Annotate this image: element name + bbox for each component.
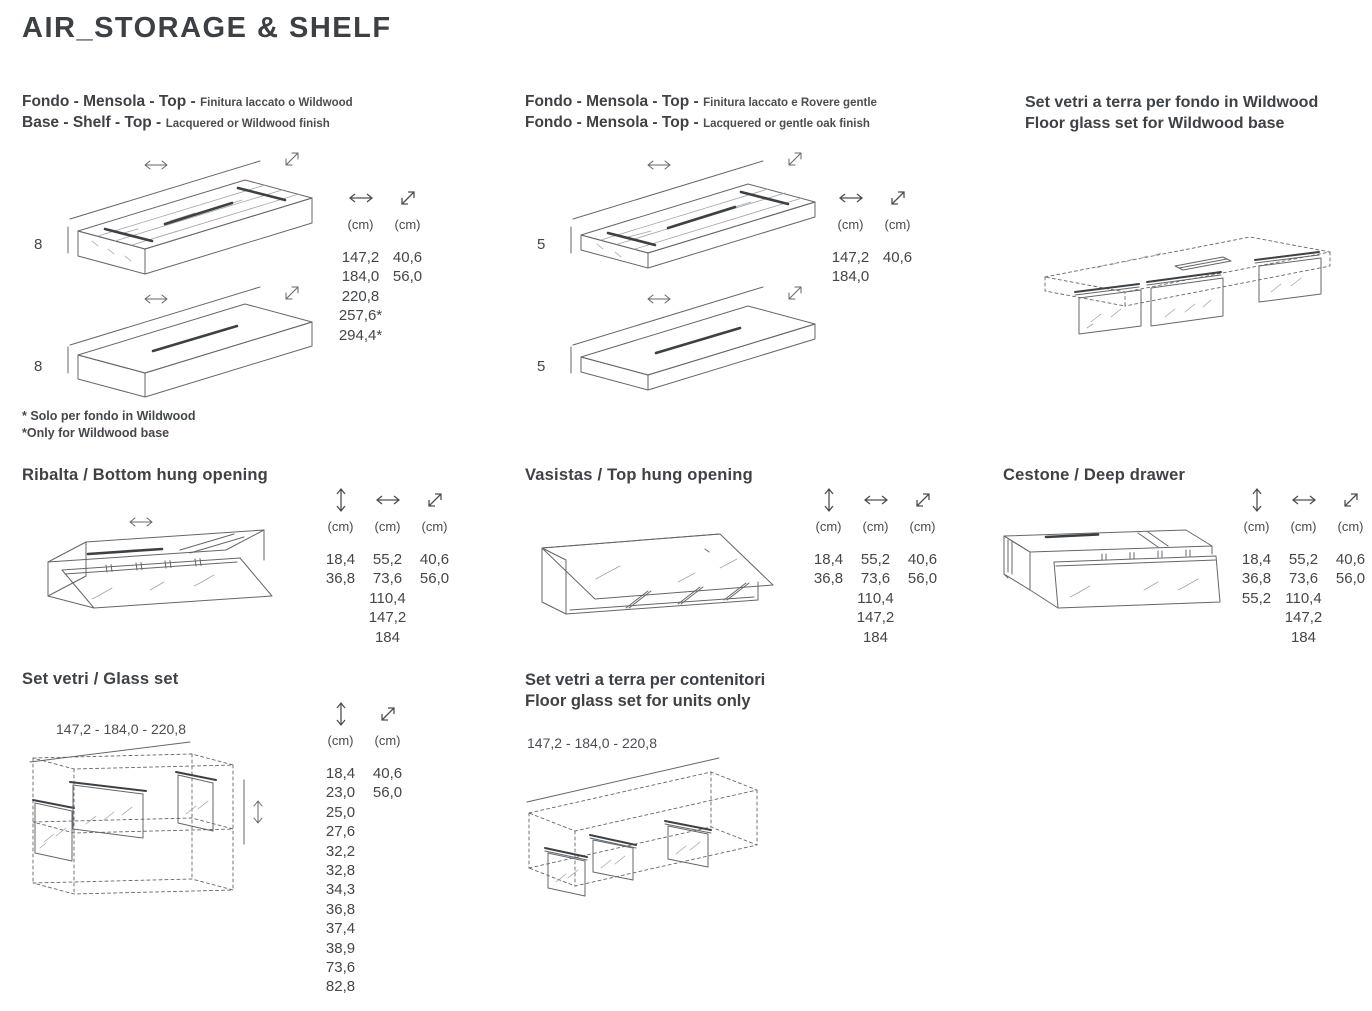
dim-col-width	[365, 486, 410, 647]
thickness-label: 8	[34, 358, 43, 375]
header-line: Set vetri a terra per fondo in Wildwood	[1025, 94, 1319, 111]
diagonal-arrow-icon	[913, 486, 933, 514]
width-values	[369, 550, 407, 647]
dim-table-wildwood	[338, 184, 430, 345]
header-line: Set vetri a terra per contenitori	[525, 671, 766, 689]
dim-col-depth	[385, 184, 430, 345]
unit-label: (cm)	[327, 519, 354, 534]
dim-value: 32,8	[325, 862, 356, 880]
dim-col-depth	[875, 184, 920, 287]
glass-set-title: Set vetri / Glass set	[22, 670, 179, 688]
diagonal-arrow-icon	[888, 184, 908, 212]
page-title: AIR_STORAGE & SHELF	[22, 12, 392, 44]
width-values	[1285, 550, 1323, 647]
dim-value: 110,4	[1285, 589, 1322, 607]
dim-col-height	[1234, 486, 1279, 647]
footnote	[22, 408, 195, 442]
dim-table-glass-set	[318, 700, 410, 997]
depth-values	[1336, 550, 1365, 589]
dim-col-depth	[412, 486, 457, 647]
height-arrow-icon	[823, 486, 835, 514]
drawing-glass-set	[20, 696, 320, 936]
dim-value: 40,6	[882, 249, 913, 266]
dim-value: 40,6	[372, 765, 403, 782]
dim-value: 147,2	[856, 609, 895, 627]
height-values	[814, 550, 843, 589]
dim-table-ribalta	[318, 486, 457, 647]
drawing-shelf-plain-5	[523, 281, 838, 406]
dim-value: 32,2	[325, 842, 356, 860]
diagonal-arrow-icon	[425, 486, 445, 514]
depth-values	[373, 764, 402, 803]
unit-label: (cm)	[1243, 519, 1270, 534]
depth-values	[420, 550, 449, 589]
unit-label: (cm)	[884, 217, 911, 232]
height-arrow-icon	[335, 700, 347, 728]
dim-value: 55,2	[1288, 551, 1319, 568]
dim-value: 220,8	[341, 287, 380, 305]
depth-values	[908, 550, 937, 589]
dim-value: 184,0	[341, 268, 380, 286]
floor-glass-units-title	[525, 670, 765, 712]
height-values	[326, 764, 355, 997]
unit-label: (cm)	[374, 519, 401, 534]
dim-value: 110,4	[857, 589, 894, 607]
dim-value: 73,6	[1288, 570, 1319, 588]
unit-label: (cm)	[909, 519, 936, 534]
dim-value: 18,4	[325, 551, 356, 568]
unit-label: (cm)	[815, 519, 842, 534]
dim-value: 36,8	[325, 570, 356, 588]
height-arrow-icon	[1251, 486, 1263, 514]
width-arrow-icon	[648, 295, 670, 303]
drawing-shelf-rovere	[523, 143, 838, 293]
dim-table-cestone	[1234, 486, 1372, 647]
width-arrow-icon	[375, 486, 401, 514]
dim-col-width	[853, 486, 898, 647]
header-note: Lacquered or gentle oak finish	[703, 118, 870, 130]
width-values	[832, 248, 870, 287]
thickness-label: 5	[537, 236, 546, 253]
dim-col-height	[806, 486, 851, 647]
width-values	[857, 550, 895, 647]
dim-value: 55,2	[1241, 589, 1272, 607]
cestone-title: Cestone / Deep drawer	[1003, 466, 1186, 484]
dim-value: 73,6	[372, 570, 403, 588]
dim-col-depth	[900, 486, 945, 647]
header-note: Finitura laccato e Rovere gentle	[703, 97, 877, 109]
thickness-label: 5	[537, 358, 546, 375]
dim-value: 257,6*	[338, 307, 383, 325]
dim-value: 82,8	[325, 978, 356, 996]
unit-label: (cm)	[862, 519, 889, 534]
dim-col-height	[318, 700, 363, 997]
width-arrow-icon	[145, 295, 167, 303]
thickness-label: 8	[34, 236, 43, 253]
dim-value: 27,6	[325, 823, 356, 841]
unit-label: (cm)	[327, 733, 354, 748]
dim-col-height	[318, 486, 363, 647]
dim-value: 56,0	[372, 784, 403, 802]
width-values	[339, 248, 382, 345]
dim-col-width	[1281, 486, 1326, 647]
drawing-cestone	[998, 490, 1233, 625]
dim-value: 40,6	[419, 551, 450, 568]
dim-value: 147,2	[1284, 609, 1323, 627]
dim-value: 55,2	[372, 551, 403, 568]
dim-value: 184,0	[831, 268, 870, 286]
dim-value: 18,4	[813, 551, 844, 568]
dim-value: 38,9	[325, 939, 356, 957]
dim-table-rovere	[828, 184, 920, 287]
unit-label: (cm)	[394, 217, 421, 232]
unit-label: (cm)	[1337, 519, 1364, 534]
header-note: Finitura laccato o Wildwood	[200, 97, 353, 109]
dim-value: 147,2	[831, 249, 870, 266]
vasistas-title: Vasistas / Top hung opening	[525, 466, 753, 484]
dim-value: 36,8	[1241, 570, 1272, 588]
dim-value: 18,4	[325, 765, 356, 782]
dim-value: 184	[862, 628, 888, 646]
dim-value: 40,6	[1335, 551, 1366, 568]
unit-label: (cm)	[421, 519, 448, 534]
dim-value: 56,0	[1335, 570, 1366, 588]
width-arrow-icon	[145, 161, 167, 169]
header-bold: Base - Shelf - Top -	[22, 114, 162, 131]
dim-value: 56,0	[392, 268, 423, 286]
diagonal-arrow-icon	[1341, 486, 1361, 514]
dim-value: 56,0	[419, 570, 450, 588]
dim-value: 18,4	[1241, 551, 1272, 568]
dim-value: 40,6	[907, 551, 938, 568]
dim-col-depth	[365, 700, 410, 997]
dim-value: 147,2	[368, 609, 407, 627]
footnote-en: *Only for Wildwood base	[22, 426, 170, 440]
size-label: 147,2 - 184,0 - 220,8	[527, 735, 657, 751]
dim-value: 73,6	[860, 570, 891, 588]
width-arrow-icon	[648, 161, 670, 169]
diagonal-arrow-icon	[378, 700, 398, 728]
unit-label: (cm)	[1290, 519, 1317, 534]
unit-label: (cm)	[347, 217, 374, 232]
dim-value: 37,4	[325, 920, 356, 938]
depth-values	[883, 248, 912, 267]
unit-label: (cm)	[837, 217, 864, 232]
diagonal-arrow-icon	[286, 287, 298, 299]
height-values	[1242, 550, 1271, 608]
width-arrow-icon	[863, 486, 889, 514]
depth-values	[393, 248, 422, 287]
diagonal-arrow-icon	[789, 153, 801, 165]
header-bold: Fondo - Mensola - Top -	[525, 114, 699, 131]
header-bold: Fondo - Mensola - Top -	[22, 93, 196, 110]
ribalta-title: Ribalta / Bottom hung opening	[22, 466, 268, 484]
drawing-shelf-wildwood	[20, 143, 335, 293]
width-arrow-icon	[1291, 486, 1317, 514]
dim-value: 23,0	[325, 784, 356, 802]
dim-value: 40,6	[392, 249, 423, 266]
dim-value: 36,8	[325, 900, 356, 918]
diagonal-arrow-icon	[398, 184, 418, 212]
header-bold: Fondo - Mensola - Top -	[525, 93, 699, 110]
section-header-glass-wildwood	[1025, 92, 1318, 134]
dim-value: 25,0	[325, 803, 356, 821]
diagonal-arrow-icon	[789, 287, 801, 299]
diagonal-arrow-icon	[286, 153, 298, 165]
dim-value: 36,8	[813, 570, 844, 588]
width-arrow-icon	[838, 184, 864, 212]
drawing-floor-glass-units	[523, 726, 868, 921]
dim-col-depth	[1328, 486, 1372, 647]
drawing-ribalta	[28, 490, 318, 625]
size-label: 147,2 - 184,0 - 220,8	[56, 721, 186, 737]
drawing-vasistas	[528, 490, 828, 625]
width-arrow-icon	[348, 184, 374, 212]
dim-value: 55,2	[860, 551, 891, 568]
dim-value: 184	[374, 628, 400, 646]
header-note: Lacquered or Wildwood finish	[165, 118, 330, 130]
dim-col-width	[828, 184, 873, 287]
dim-value: 34,3	[325, 881, 356, 899]
dim-value: 184	[1290, 628, 1316, 646]
section-header-rovere	[525, 92, 877, 134]
height-values	[326, 550, 355, 589]
dim-value: 56,0	[907, 570, 938, 588]
width-arrow-icon	[130, 518, 152, 526]
footnote-it: * Solo per fondo in Wildwood	[22, 409, 196, 423]
dim-value: 73,6	[325, 959, 356, 977]
dim-col-width	[338, 184, 383, 345]
unit-label: (cm)	[374, 733, 401, 748]
height-arrow-icon	[254, 801, 262, 823]
header-line: Floor glass set for units only	[525, 692, 751, 710]
drawing-floor-glass-wildwood	[1035, 222, 1365, 352]
height-arrow-icon	[335, 486, 347, 514]
dim-value: 110,4	[369, 589, 406, 607]
header-line: Floor glass set for Wildwood base	[1025, 115, 1285, 132]
section-header-wildwood	[22, 92, 353, 134]
dim-table-vasistas	[806, 486, 945, 647]
dim-value: 294,4*	[338, 326, 383, 344]
drawing-shelf-plain-8	[20, 281, 335, 406]
dim-value: 147,2	[341, 249, 380, 266]
